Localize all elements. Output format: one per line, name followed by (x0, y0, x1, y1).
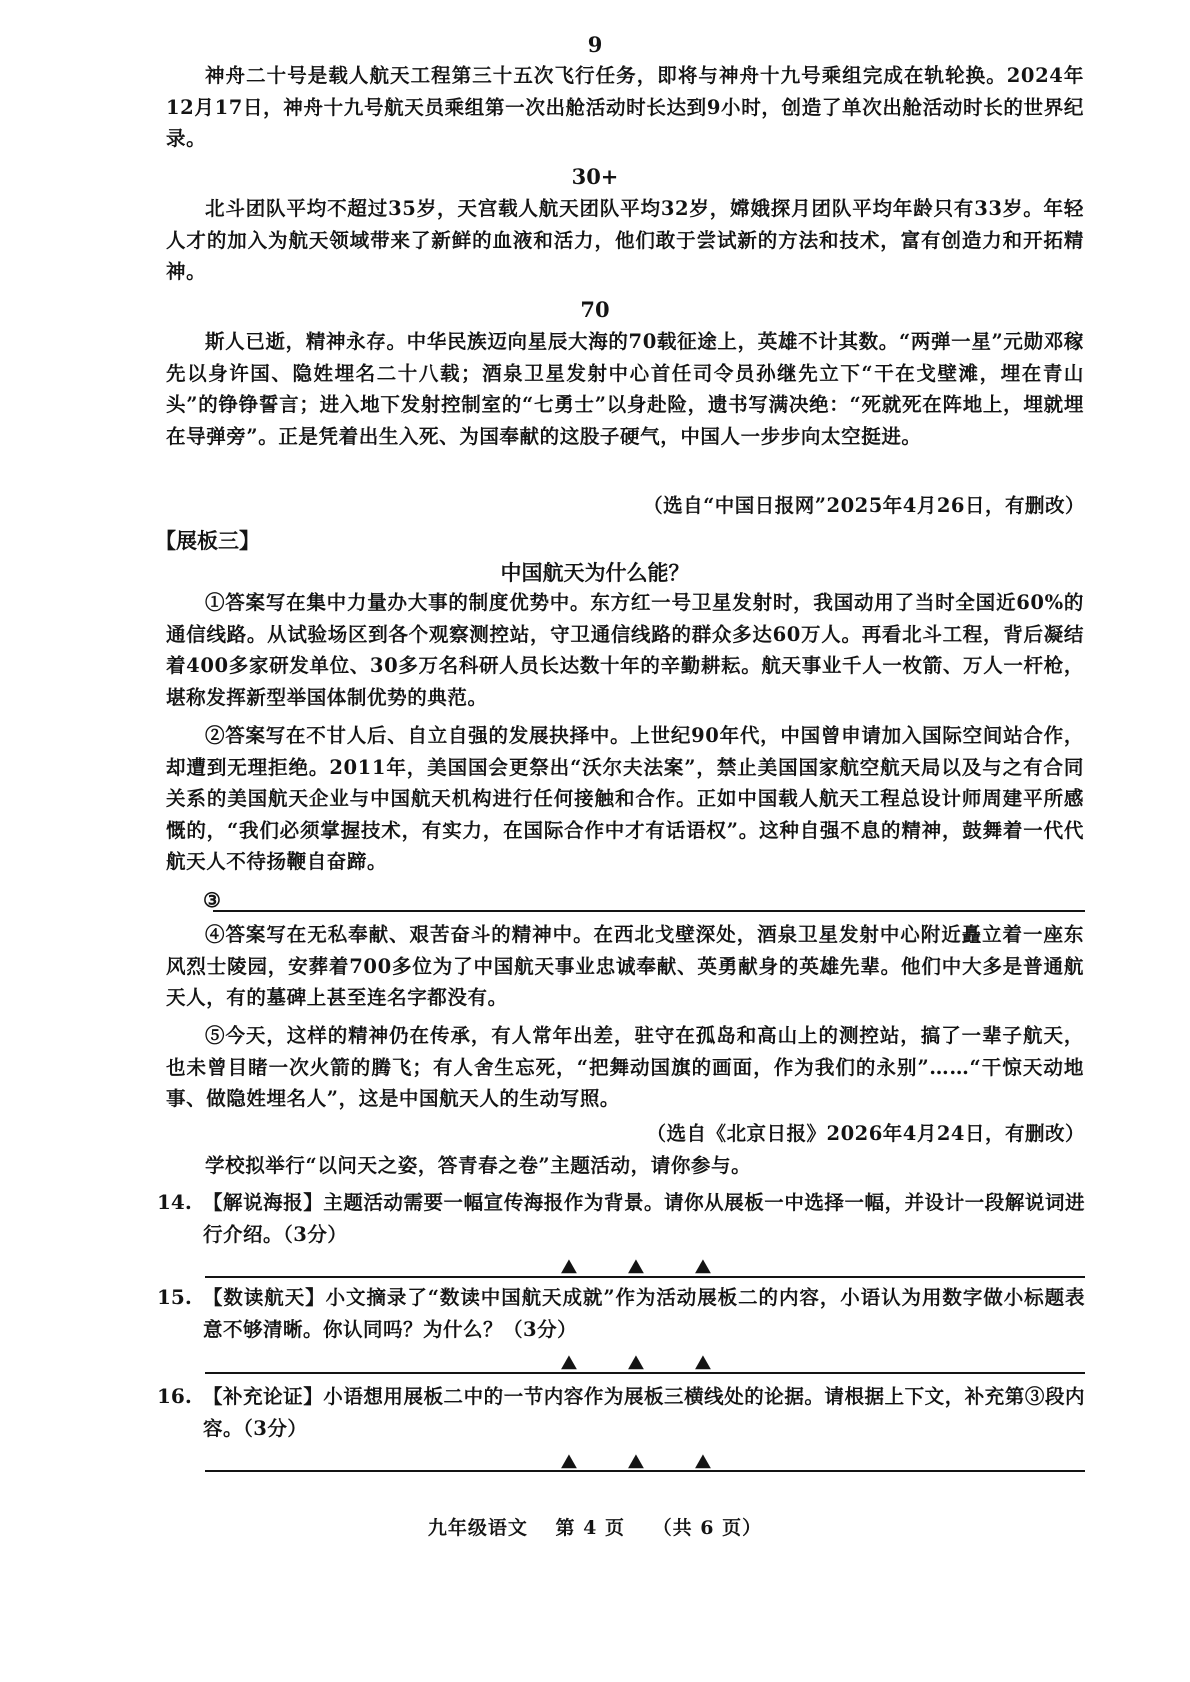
section-text-70: 斯人已逝，精神永存。中华民族迈向星辰大海的70载征途上，英雄不计其数。“两弹一星”元勋邓稼先以身许国、隐姓埋名二十八载；酒泉卫星发射中心首任司令员孙继先立下“干在戈壁滩，埋在青山头”的铮铮誓言；进入地下发射控制室的“七勇士”以身赴险，遗书写满决绝：“死就死在阵地上，埋就埋在导弹旁”。正是凭着出生入死、为国奉献的这股子硬气，中国人一步步向太空挺进。 (166, 330, 1084, 448)
footer-page-number: 第 4 页 (555, 1517, 625, 1539)
answer-mark-15-b: ▲ (627, 1351, 644, 1372)
question-15-text: 【数读航天】小文摘录了“数读中国航天成就”作为活动展板二的内容，小语认为用数字做小标题表意不够清晰。你认同吗？为什么？（3分） (203, 1286, 1085, 1341)
answer-mark-16-c: ▲ (694, 1450, 711, 1471)
panel-three-paragraph-1: ①答案写在集中力量办大事的制度优势中。东方红一号卫星发射时，我国动用了当时全国近60%的通信线路。从试验场区到各个观察测控站，守卫通信线路的群众多达60万人。再看北斗工程，背后凝结着400多家研发单位、30多万名科研人员长达数十年的辛勤耕耘。航天事业千人一枚箭、万人一杆枪，堪称发挥新型举国体制优势的典范。 (166, 591, 1084, 709)
answer-line-16[interactable] (205, 1470, 1085, 1472)
answer-line-14[interactable] (205, 1276, 1085, 1278)
source-citation-1: （选自“中国日报网”2025年4月26日，有删改） (643, 494, 1085, 517)
question-14-text: 【解说海报】主题活动需要一幅宣传海报作为背景。请你从展板一中选择一幅，并设计一段解说词进行介绍。（3分） (203, 1191, 1085, 1246)
activity-intro: 学校拟举行“以问天之姿，答青春之卷”主题活动，请你参与。 (205, 1154, 752, 1177)
section-number-70: 70 (580, 297, 610, 322)
question-16-text: 【补充论证】小语想用展板二中的一节内容作为展板三横线处的论据。请根据上下文，补充第③段内容。（3分） (203, 1385, 1085, 1440)
blank-paragraph-3-line[interactable] (213, 894, 1085, 912)
question-15-number: 15. (157, 1285, 192, 1309)
source-citation-2: （选自《北京日报》2026年4月24日，有删改） (646, 1122, 1085, 1145)
section-text-30plus: 北斗团队平均不超过35岁，天宫载人航天团队平均32岁，嫦娥探月团队平均年龄只有33岁。年轻人才的加入为航天领域带来了新鲜的血液和活力，他们敢于尝试新的方法和技术，富有创造力和开拓精神。 (166, 197, 1084, 283)
section-number-30plus: 30+ (571, 164, 619, 189)
blank-paragraph-3-label: ③ (203, 888, 221, 912)
panel-three-paragraph-4: ④答案写在无私奉献、艰苦奋斗的精神中。在西北戈壁深处，酒泉卫星发射中心附近矗立着一座东风烈士陵园，安葬着700多位为了中国航天事业忠诚奉献、英勇献身的英雄先辈。他们中大多是普通航天人，有的墓碑上甚至连名字都没有。 (166, 923, 1084, 1009)
answer-mark-14-c: ▲ (694, 1255, 711, 1276)
answer-mark-15-c: ▲ (694, 1351, 711, 1372)
answer-mark-15-a: ▲ (560, 1351, 577, 1372)
section-text-9: 神舟二十号是载人航天工程第三十五次飞行任务，即将与神舟十九号乘组完成在轨轮换。2024年12月17日，神舟十九号航天员乘组第一次出舱活动时长达到9小时，创造了单次出舱活动时长的世界纪录。 (166, 64, 1084, 150)
footer-total-pages: （共 6 页） (652, 1517, 763, 1539)
panel-three-paragraph-2: ②答案写在不甘人后、自立自强的发展抉择中。上世纪90年代，中国曾申请加入国际空间站合作，却遭到无理拒绝。2011年，美国国会更祭出“沃尔夫法案”，禁止美国国家航空航天局以及与之有合同关系的美国航天企业与中国航天机构进行任何接触和合作。正如中国载人航天工程总设计师周建平所感慨的，“我们必须掌握技术，有实力，在国际合作中才有话语权”。这种自强不息的精神，鼓舞着一代代航天人不待扬鞭自奋蹄。 (166, 724, 1084, 873)
question-16-number: 16. (157, 1384, 192, 1408)
section-number-9: 9 (587, 32, 603, 57)
question-14-number: 14. (157, 1190, 192, 1214)
answer-mark-16-b: ▲ (627, 1450, 644, 1471)
panel-three-title: 中国航天为什么能？ (500, 560, 690, 585)
panel-three-label: 【展板三】 (155, 528, 260, 553)
answer-mark-14-b: ▲ (627, 1255, 644, 1276)
footer-subject: 九年级语文 (427, 1517, 528, 1539)
answer-mark-16-a: ▲ (560, 1450, 577, 1471)
page-footer (0, 1516, 1190, 1540)
answer-mark-14-a: ▲ (560, 1255, 577, 1276)
answer-line-15[interactable] (205, 1372, 1085, 1374)
panel-three-paragraph-5: ⑤今天，这样的精神仍在传承，有人常年出差，驻守在孤岛和高山上的测控站，搞了一辈子航天，也未曾目睹一次火箭的腾飞；有人舍生忘死，“把舞动国旗的画面，作为我们的永别”……“干惊天动地事、做隐姓埋名人”，这是中国航天人的生动写照。 (166, 1024, 1084, 1110)
